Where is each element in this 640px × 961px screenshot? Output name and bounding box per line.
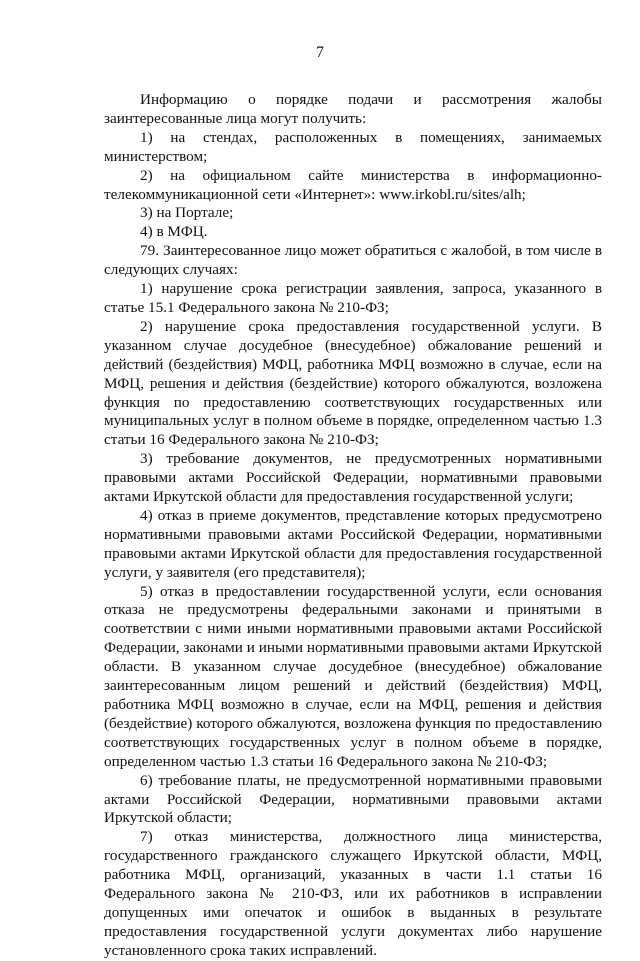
- paragraph-info-stands: 1) на стендах, расположенных в помещениях, занимаемых министерством;: [104, 128, 602, 165]
- paragraph-case-3: 3) требование документов, не предусмотренных нормативными правовыми актами Российской Федерации, нормативными правовыми актами Иркутской области для предоставления государственной услуги;: [104, 450, 602, 506]
- paragraph-item-79: 79. Заинтересованное лицо может обратиться с жалобой, в том числе в следующих случаях:: [104, 242, 602, 279]
- paragraph-case-6: 6) требование платы, не предусмотренной нормативными правовыми актами Российской Федерации, нормативными правовыми актами Иркутской области;: [104, 771, 602, 827]
- paragraph-case-1: 1) нарушение срока регистрации заявления, запроса, указанного в статье 15.1 Федерального закона № 210-ФЗ;: [104, 280, 602, 316]
- paragraph-info-portal: 3) на Портале;: [140, 204, 234, 222]
- document-body: [104, 91, 602, 961]
- paragraph-case-2: 2) нарушение срока предоставления государственной услуги. В указанном случае досудебное (внесудебное) обжалование решений и действий (бездействия) МФЦ, работника МФЦ возможно в случае, если на МФЦ, решения и действия (бездействие) которого обжалуются, возложена функция по предоставлению соответствующих государственных или муниципальных услуг в полном объеме в порядке, определенном частью 1.3 статьи 16 Федерального закона № 210-ФЗ;: [104, 317, 602, 449]
- paragraph-case-7: 7) отказ министерства, должностного лица министерства, государственного гражданского служащего Иркутской области, МФЦ, работника МФЦ, организаций, указанных в части 1.1 статьи 16 Федерального закона № 210-ФЗ, или их работников в исправлении допущенных ими опечаток и ошибок в выданных в результате предоставления государственной услуги документах либо нарушение установленного срока таких исправлений.: [104, 828, 602, 959]
- paragraph-case-5: 5) отказ в предоставлении государственной услуги, если основания отказа не предусмотрены федеральными законами и принятыми в соответствии с ними иными нормативными правовыми актами Российской Федерации, законами и иными нормативными правовыми актами Иркутской области. В указанном случае досудебное (внесудебное) обжалование заинтересованным лицом решений и действий (бездействия) МФЦ, работника МФЦ возможно в случае, если на МФЦ, решения и действия (бездействие) которого обжалуются, возложена функция по предоставлению соответствующих государственных услуг в полном объеме в порядке, определенном частью 1.3 статьи 16 Федерального закона № 210-ФЗ;: [104, 582, 602, 770]
- paragraph-complaint-info: Информацию о порядке подачи и рассмотрения жалобы заинтересованные лица могут получить:: [104, 91, 602, 127]
- page-number: 7: [316, 44, 324, 61]
- paragraph-case-4: 4) отказ в приеме документов, представление которых предусмотрено нормативными правовыми актами Российской Федерации, нормативными правовыми актами Иркутской области для предоставления государственной услуги, у заявителя (его представителя);: [104, 506, 602, 581]
- paragraph-info-website: 2) на официальном сайте министерства в информационно-телекоммуникационной сети «Интернет»: www.irkobl.ru/sites/alh;: [104, 166, 602, 203]
- paragraph-info-mfc: 4) в МФЦ.: [140, 223, 208, 241]
